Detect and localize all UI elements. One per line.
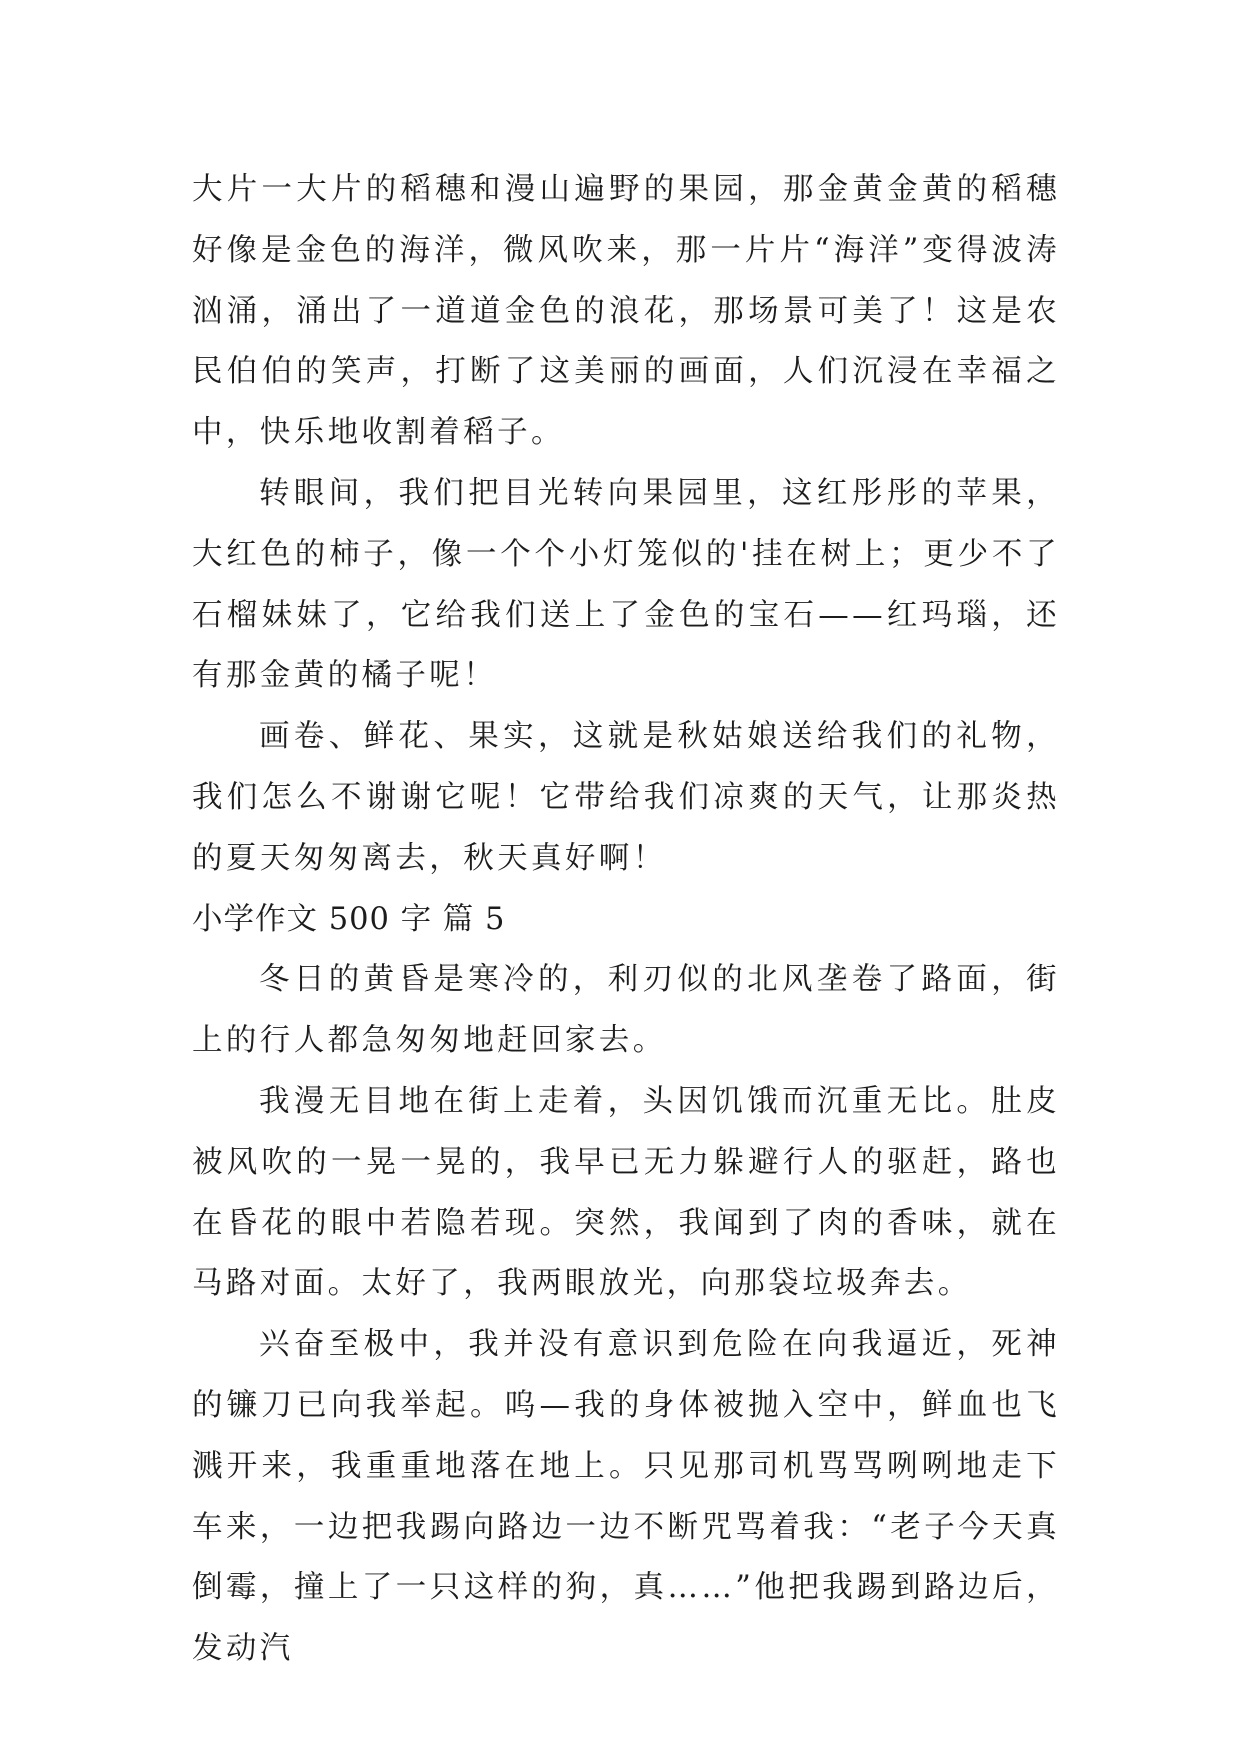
paragraph-rice-fields: 大片一大片的稻穗和漫山遍野的果园，那金黄金黄的稻穗好像是金色的海洋，微风吹来，那一片片“海洋”变得波涛汹涌，涌出了一道道金色的浪花，那场景可美了！这是农民伯伯的笑声，打断了这美丽的画面，人们沉浸在幸福之中，快乐地收割着稻子。: [192, 172, 1060, 451]
document-page: [192, 160, 1060, 1680]
paragraph-autumn-gift: 画卷、鲜花、果实，这就是秋姑娘送给我们的礼物，我们怎么不谢谢它呢！它带给我们凉爽的天气，让那炎热的夏天匆匆离去，秋天真好啊！: [192, 719, 1060, 876]
paragraph-danger: 兴奋至极中，我并没有意识到危险在向我逼近，死神的镰刀已向我举起。呜—我的身体被抛入空中，鲜血也飞溅开来，我重重地落在地上。只见那司机骂骂咧咧地走下车来，一边把我踢向路边一边不断咒骂着我：“老子今天真倒霉，撞上了一只这样的狗，真……”他把我踢到路边后，发动汽: [192, 1327, 1060, 1667]
section-heading: 小学作文 500 字 篇 5: [192, 901, 506, 937]
paragraph-orchard: 转眼间，我们把目光转向果园里，这红彤彤的苹果，大红色的柿子，像一个个小灯笼似的'挂在树上；更少不了石榴妹妹了，它给我们送上了金色的宝石——红玛瑙，还有那金黄的橘子呢！: [192, 475, 1060, 694]
paragraph-winter-dusk: 冬日的黄昏是寒冷的，利刃似的北风垄卷了路面，街上的行人都急匆匆地赶回家去。: [192, 962, 1060, 1059]
paragraph-wandering: 我漫无目地在街上走着，头因饥饿而沉重无比。肚皮被风吹的一晃一晃的，我早已无力躲避行人的驱赶，路也在昏花的眼中若隐若现。突然，我闻到了肉的香味，就在马路对面。太好了，我两眼放光，向那袋垃圾奔去。: [192, 1083, 1060, 1302]
